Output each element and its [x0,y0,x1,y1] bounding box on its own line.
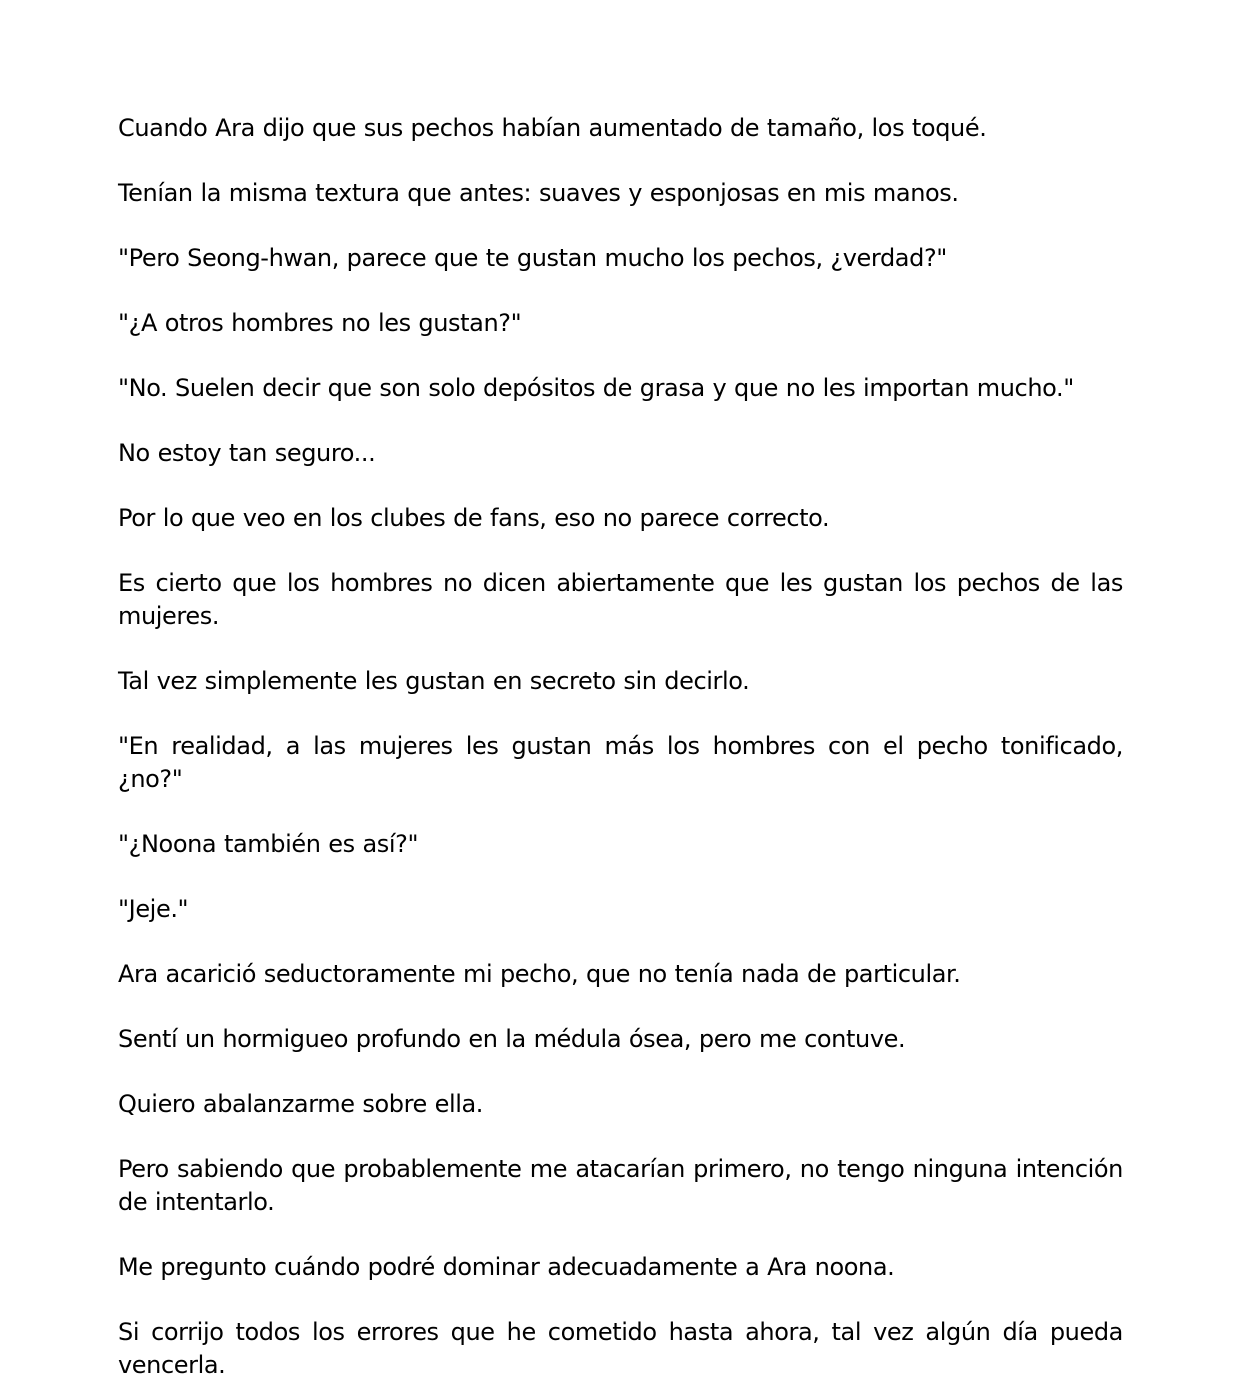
paragraph-3: "Pero Seong-hwan, parece que te gustan mucho los pechos, ¿verdad?" [118,244,947,272]
document-body [118,112,1123,1382]
paragraph-2: Tenían la misma textura que antes: suaves y esponjosas en mis manos. [118,179,959,207]
paragraph-12: "Jeje." [118,895,189,923]
paragraph-9: Tal vez simplemente les gustan en secreto sin decirlo. [118,667,750,695]
paragraph-6: No estoy tan seguro... [118,439,376,467]
paragraph-15: Quiero abalanzarme sobre ella. [118,1090,484,1118]
paragraph-16: Pero sabiendo que probablemente me atacarían primero, no tengo ninguna intención de intentarlo. [118,1155,1123,1216]
paragraph-11: "¿Noona también es así?" [118,830,419,858]
paragraph-10: "En realidad, a las mujeres les gustan más los hombres con el pecho tonificado, ¿no?" [118,732,1123,793]
paragraph-4: "¿A otros hombres no les gustan?" [118,309,522,337]
paragraph-14: Sentí un hormigueo profundo en la médula ósea, pero me contuve. [118,1025,906,1053]
paragraph-7: Por lo que veo en los clubes de fans, eso no parece correcto. [118,504,830,532]
paragraph-5: "No. Suelen decir que son solo depósitos de grasa y que no les importan mucho." [118,374,1074,402]
paragraph-13: Ara acarició seductoramente mi pecho, que no tenía nada de particular. [118,960,961,988]
paragraph-18: Si corrijo todos los errores que he cometido hasta ahora, tal vez algún día pueda vencerla. [118,1318,1123,1379]
paragraph-17: Me pregunto cuándo podré dominar adecuadamente a Ara noona. [118,1253,895,1281]
paragraph-8: Es cierto que los hombres no dicen abiertamente que les gustan los pechos de las mujeres. [118,569,1123,630]
paragraph-1: Cuando Ara dijo que sus pechos habían aumentado de tamaño, los toqué. [118,114,987,142]
